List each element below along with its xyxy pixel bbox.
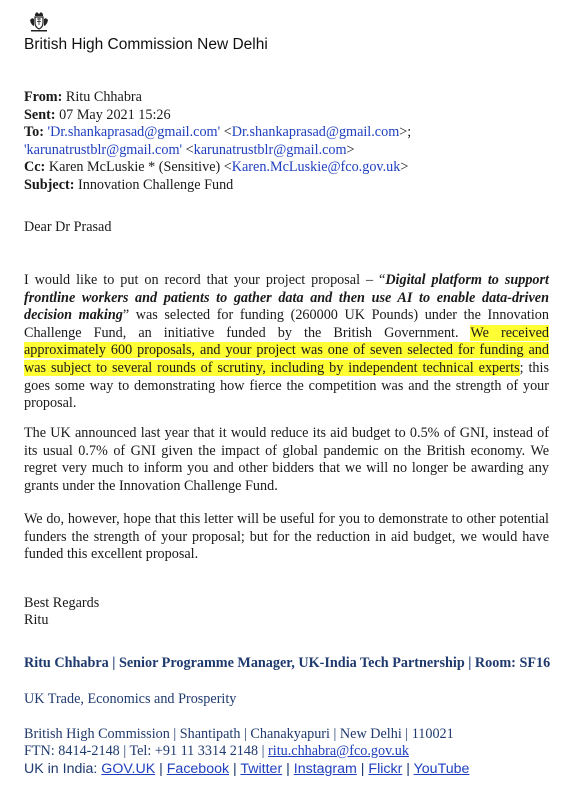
subject-label: Subject: <box>24 176 75 193</box>
paragraph-1-start: I would like to put on record that your project proposal – “ <box>24 272 386 288</box>
cc-name: Karen McLuskie * (Sensitive) < <box>48 159 232 176</box>
signature-department: UK Trade, Economics and Prosperity <box>24 691 237 707</box>
highlighted-text: We received approximately 600 proposals, and your project was one of seven selected for funding and was subject to several rounds of scrutiny, including by independent technical experts <box>24 324 550 376</box>
subject-value: Innovation Challenge Fund <box>78 176 234 193</box>
govuk-link[interactable]: GOV.UK <box>101 761 156 777</box>
to-recipient-2-close: > <box>346 141 355 158</box>
flickr-link[interactable]: Flickr <box>368 761 403 777</box>
sent-value: 07 May 2021 15:26 <box>59 106 171 123</box>
instagram-link[interactable]: Instagram <box>293 761 357 777</box>
subject-row <box>24 177 554 195</box>
signature-title: Ritu Chhabra | Senior Programme Manager, UK-India Tech Partnership | Room: SF16 <box>24 655 551 671</box>
from-row <box>24 89 554 107</box>
greeting: Dear Dr Prasad <box>24 219 112 235</box>
signature-contact <box>24 743 554 761</box>
royal-coat-of-arms-icon <box>28 11 50 33</box>
to-label: To: <box>24 124 44 141</box>
organization-name: British High Commission New Delhi <box>24 36 268 53</box>
cc-label: Cc: <box>24 159 46 176</box>
to-recipient-1-open: < <box>220 124 232 141</box>
from-value: Ritu Chhabra <box>65 89 142 105</box>
to-recipient-2-link[interactable]: karunatrustblr@gmail.com <box>193 141 347 158</box>
sent-row <box>24 107 554 125</box>
youtube-link[interactable]: YouTube <box>413 761 470 777</box>
twitter-link[interactable]: Twitter <box>240 761 283 777</box>
email-header <box>24 89 554 195</box>
closing: Best Regards <box>24 595 100 611</box>
paragraph-1-mid: ” was selected for funding (260000 UK Pounds) under the Innovation Challenge Fund, an initiative funded by the British Government. <box>24 307 549 341</box>
to-recipient-2-open: < <box>182 141 194 158</box>
sent-label: Sent: <box>24 106 56 123</box>
cc-email-link[interactable]: Karen.McLuskie@fco.gov.uk <box>231 159 401 176</box>
paragraph-2: The UK announced last year that it would reduce its aid budget to 0.5% of GNI, instead of its usual 0.7% of GNI given the impact of global pandemic on the British economy. We regret very much to inform you and other bidders that we will no longer be awarding any grants under the Innovation Challenge Fund. <box>24 425 549 494</box>
to-row <box>24 124 554 159</box>
project-title: Digital platform to support frontline workers and patients to gather data and then use AI to enable data-driven decision making <box>24 272 549 324</box>
from-label: From: <box>24 89 63 105</box>
paragraph-1 <box>24 272 549 413</box>
paragraph-3: We do, however, hope that this letter will be useful for you to demonstrate to other potential funders the strength of your proposal; but for the reduction in aid budget, we would have funded this excellent proposal. <box>24 511 549 563</box>
to-recipient-1-close: >; <box>399 124 412 141</box>
links-prefix: UK in India: <box>24 761 102 777</box>
social-links: UK in India: GOV.UK | Facebook | Twitter | Instagram | Flickr | YouTube <box>24 761 470 777</box>
signature-email-link[interactable]: ritu.chhabra@fco.gov.uk <box>268 743 409 759</box>
signature-address: British High Commission | Shantipath | Chanakyapuri | New Delhi | 110021 <box>24 726 454 742</box>
to-recipient-1-link[interactable]: Dr.shankaprasad@gmail.com <box>231 124 400 141</box>
cc-row <box>24 159 554 177</box>
closing-name: Ritu <box>24 612 49 628</box>
cc-close: > <box>400 159 409 176</box>
phone-text: FTN: 8414-2148 | Tel: +91 11 3314 2148 | <box>24 743 269 759</box>
paragraph-1-end: ; this goes some way to demonstrating how fierce the competition was and the strength of your proposal. <box>24 359 549 412</box>
to-recipient-1-quoted[interactable]: 'Dr.shankaprasad@gmail.com' <box>47 124 221 141</box>
facebook-link[interactable]: Facebook <box>166 761 230 777</box>
to-recipient-2-quoted[interactable]: 'karunatrustblr@gmail.com' <box>24 141 183 158</box>
